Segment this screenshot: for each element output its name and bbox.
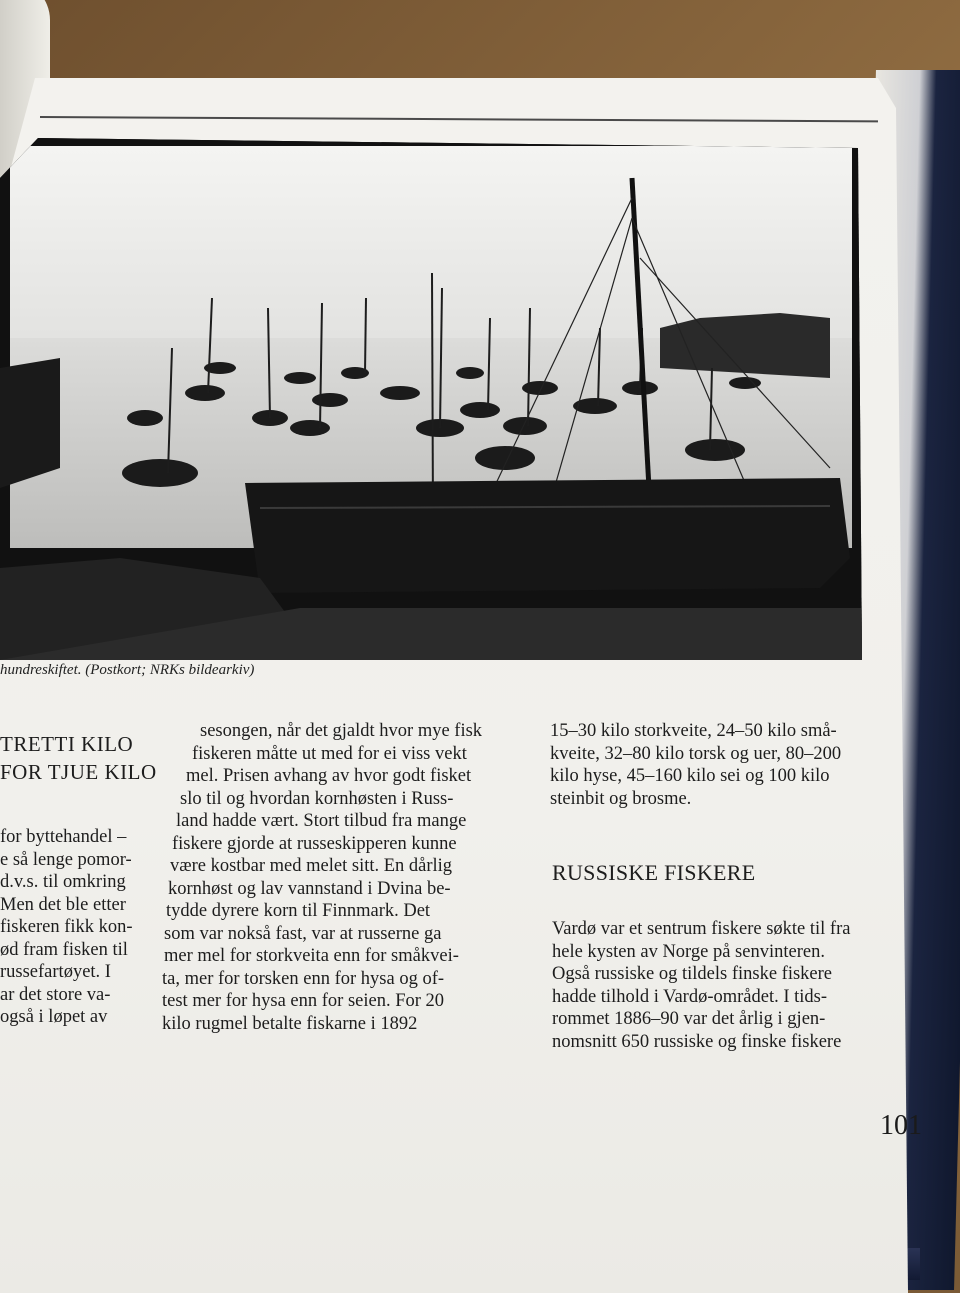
left-text-line: ar det store va- xyxy=(0,984,111,1005)
middle-text-line: som var nokså fast, var at russerne ga xyxy=(164,923,442,944)
left-column-text xyxy=(0,730,180,1029)
section-text-line: hadde tilhold i Vardø-området. I tids- xyxy=(552,986,828,1007)
left-text-line: Men det ble etter xyxy=(0,894,126,915)
middle-text-line: mel. Prisen avhang av hvor godt fisket xyxy=(186,766,472,786)
middle-text-line: ta, mer for torsken enn for hysa og of- xyxy=(162,968,445,989)
left-text-line: også i løpet av xyxy=(0,1007,108,1027)
section-text-line: rommet 1886–90 var det årlig i gjen- xyxy=(552,1009,826,1029)
left-text-line: for byttehandel – xyxy=(0,827,127,847)
right-text-line: 15–30 kilo storkveite, 24–50 kilo små- xyxy=(550,721,837,741)
right-text-line: kveite, 32–80 kilo torsk og uer, 80–200 xyxy=(550,743,842,764)
section-body-text xyxy=(552,918,932,1053)
harbor-photo-drawing xyxy=(0,138,862,660)
right-text-line: kilo hyse, 45–160 kilo sei og 100 kilo xyxy=(550,766,830,786)
photo-caption: hundreskiftet. (Postkort; NRKs bildearkiv) xyxy=(0,662,255,678)
left-heading-line-2: FOR TJUE KILO xyxy=(0,760,157,784)
section-heading: RUSSISKE FISKERE xyxy=(552,860,756,885)
left-heading-line-1: TRETTI KILO xyxy=(0,732,134,756)
middle-text-line: fiskeren måtte ut med for ei viss vekt xyxy=(192,743,467,764)
right-column-text xyxy=(550,720,930,810)
section-text-line: Vardø var et sentrum fiskere søkte til fra xyxy=(552,919,851,939)
middle-text-line: test mer for hysa enn for seien. For 20 xyxy=(162,991,445,1011)
harbor-photograph xyxy=(0,138,862,660)
middle-text-line: land hadde vært. Stort tilbud fra mange xyxy=(176,811,467,831)
middle-text-line: være kostbar med melet sitt. En dårlig xyxy=(170,856,453,876)
middle-text-line: tydde dyrere korn til Finnmark. Det xyxy=(166,901,431,921)
middle-text-line: mer mel for storkveita enn for småkvei- xyxy=(164,946,459,966)
page-number: 101 xyxy=(880,1110,922,1141)
section-text-line: nomsnitt 650 russiske og finske fiskere xyxy=(552,1031,842,1052)
middle-column-text xyxy=(160,720,540,1035)
left-text-line: fiskeren fikk kon- xyxy=(0,917,133,937)
middle-text-line: kornhøst og lav vannstand i Dvina be- xyxy=(168,878,451,899)
right-text-line: steinbit og brosme. xyxy=(550,788,692,809)
middle-text-line: slo til og hvordan kornhøsten i Russ- xyxy=(180,788,454,809)
middle-text-line: kilo rugmel betalte fiskarne i 1892 xyxy=(162,1013,418,1034)
left-text-line: d.v.s. til omkring xyxy=(0,872,126,892)
section-text-line: hele kysten av Norge på senvinteren. xyxy=(552,941,825,962)
middle-text-line: fiskere gjorde at russeskipperen kunne xyxy=(172,833,457,854)
middle-text-line: sesongen, når det gjaldt hvor mye fisk xyxy=(200,721,483,741)
left-text-line: ød fram fisken til xyxy=(0,939,128,960)
left-text-line: e så lenge pomor- xyxy=(0,849,132,870)
left-text-line: russefartøyet. I xyxy=(0,962,111,982)
section-text-line: Også russiske og tildels finske fiskere xyxy=(552,964,833,984)
